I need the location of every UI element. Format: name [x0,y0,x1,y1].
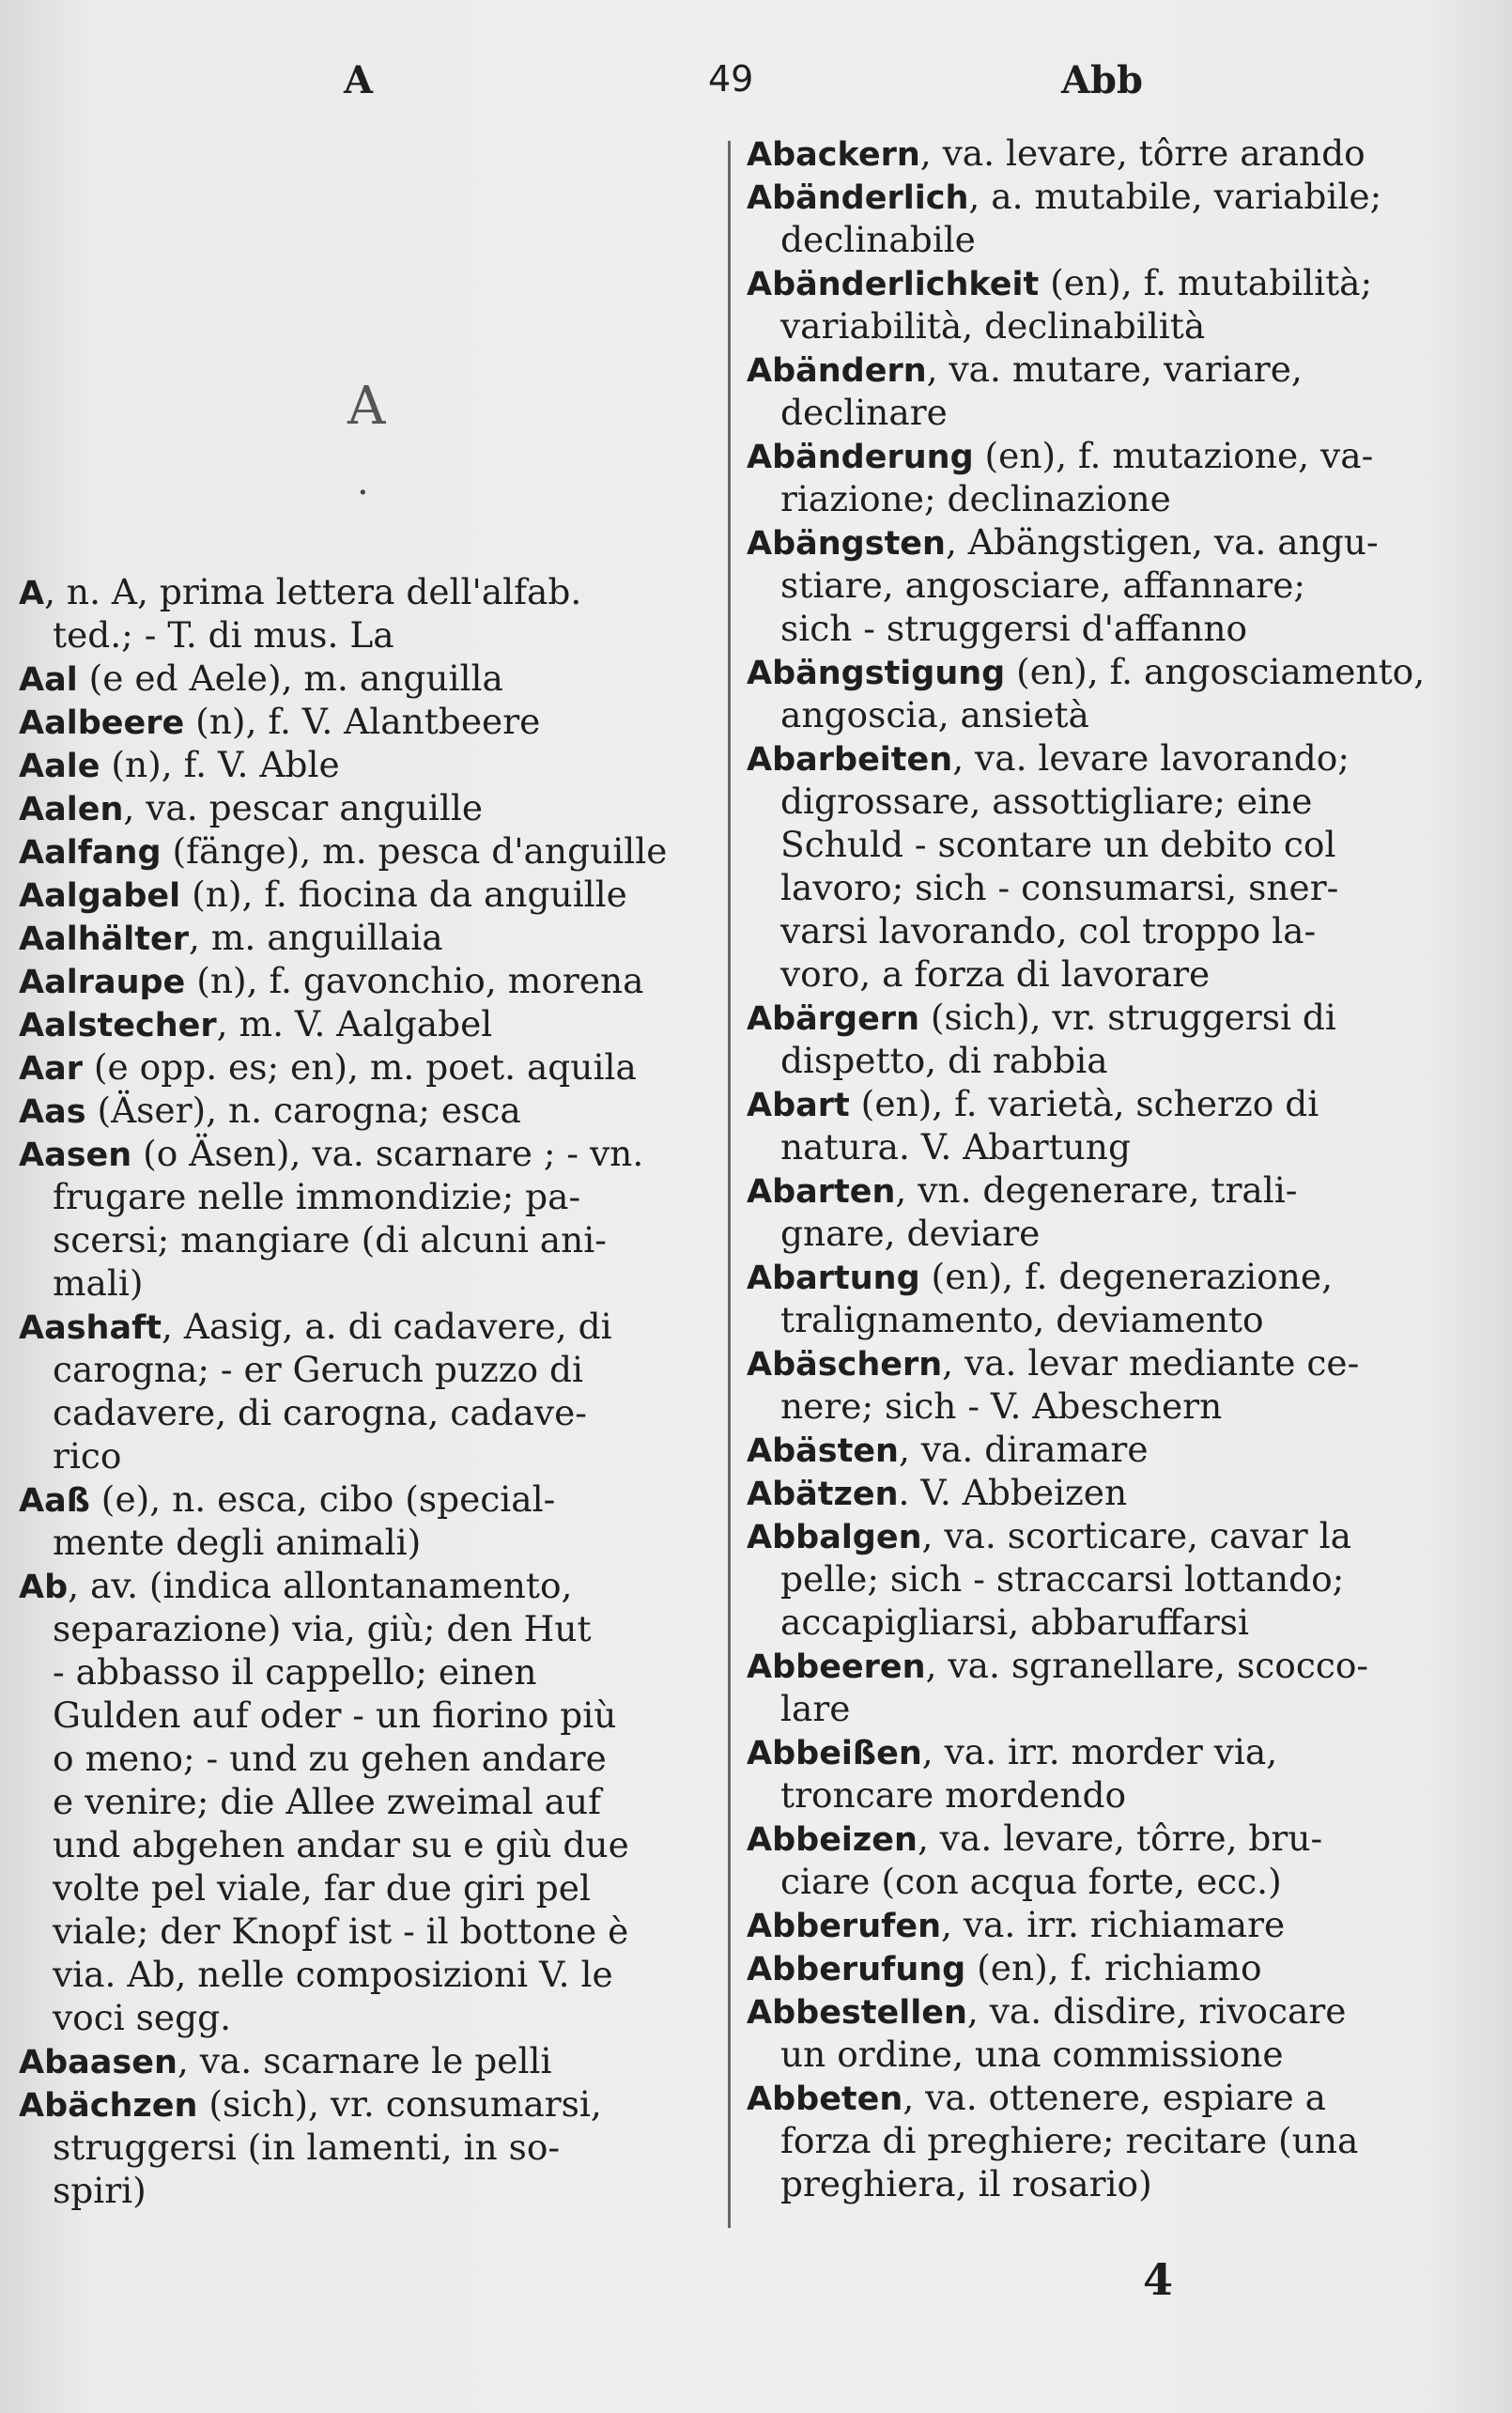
entry-text: separazione) via, giù; den Hut [53,1608,592,1649]
dictionary-entry [747,348,1432,434]
dictionary-entry [747,1341,1432,1428]
entry-text: , m. V. Aalgabel [216,1003,493,1044]
entry-text: voci segg. [53,1997,232,2038]
entry-continuation-line [747,564,1432,607]
entry-first-line [19,657,687,700]
entry-text: gnare, deviare [780,1213,1041,1254]
entry-continuation-line [747,866,1432,909]
dictionary-entry [747,1903,1432,1946]
entry-text: (en), f. varietà, scherzo di [849,1083,1319,1124]
entry-text: , Aasig, a. di cadavere, di [162,1306,612,1347]
entry-text: (en), f. mutabilità; [1039,262,1373,303]
entry-text: (e), n. esca, cibo (special- [89,1478,556,1520]
entry-continuation-line [19,1694,687,1737]
headword: Aalen [19,791,124,828]
entry-first-line [19,959,687,1002]
headword: Aaß [19,1482,90,1520]
entry-continuation-line [19,2169,687,2212]
entry-continuation-line [747,1601,1432,1644]
entry-text: mali) [53,1262,144,1304]
entry-first-line [747,650,1432,693]
entry-text: sich - struggersi d'affanno [780,608,1248,649]
entry-continuation-line [19,1434,687,1477]
entry-text: scersi; mangiare (di alcuni ani- [53,1219,607,1261]
entry-text: volte pel viale, far due giri pel [53,1867,591,1909]
entry-text: (en), f. richiamo [965,1947,1262,1988]
entry-text: variabilità, declinabilità [780,305,1206,347]
entry-first-line [747,1730,1432,1773]
entry-first-line [19,1089,687,1132]
entry-text: , va. levare lavorando; [952,737,1350,779]
headword: Abänderlich [747,179,969,217]
dictionary-entry [747,1989,1432,2076]
entry-first-line [19,1305,687,1348]
entry-first-line [747,1946,1432,1989]
dictionary-entry [747,996,1432,1082]
entry-continuation-line [19,1737,687,1780]
dictionary-entry [747,1168,1432,1255]
entry-text: accapigliarsi, abbaruffarsi [780,1601,1250,1643]
entry-first-line [747,1903,1432,1946]
entry-continuation-line [19,1391,687,1434]
entry-continuation-line [19,1650,687,1694]
entry-continuation-line [19,1261,687,1305]
dictionary-entry [19,2039,687,2082]
entry-text: o meno; - und zu gehen andare [53,1738,607,1779]
dictionary-entry [19,959,687,1002]
headword: Aashaft [19,1309,162,1347]
dictionary-entry [19,786,687,829]
dictionary-entry [19,657,687,700]
headword: Aasen [19,1137,132,1174]
entry-text: Schuld - scontare un debito col [780,824,1336,865]
entry-text: , va. diramare [898,1429,1149,1470]
dictionary-entry [19,829,687,873]
entry-text: varsi lavorando, col troppo la- [780,910,1317,951]
entry-text: stiare, angosciare, affannare; [780,565,1306,606]
entry-text: (sich), vr. consumarsi, [197,2083,602,2125]
headword: Aal [19,661,78,699]
dictionary-entry [747,1730,1432,1817]
entry-text: , va. levare, tôrre arando [919,132,1365,174]
entry-text: (o Äsen), va. scarnare ; - vn. [131,1133,644,1174]
entry-continuation-line [747,1384,1432,1428]
entry-continuation-line [747,2162,1432,2205]
dictionary-entry [19,916,687,959]
dictionary-entry [747,1471,1432,1514]
entry-first-line [747,131,1432,175]
entry-continuation-line [19,1910,687,1953]
entry-continuation-line [19,1607,687,1650]
entry-first-line [747,1255,1432,1298]
signature-mark: 4 [1143,2254,1174,2305]
headword: Abängstigung [747,655,1006,692]
entry-continuation-line [747,780,1432,823]
entry-text: , va. mutare, variare, [926,348,1303,390]
dictionary-entry [19,873,687,916]
dictionary-entry [19,2082,687,2212]
entry-continuation-line [747,477,1432,520]
entry-continuation-line [19,1175,687,1218]
headword: Aar [19,1050,83,1088]
dictionary-entry [747,1514,1432,1644]
entry-first-line [19,743,687,786]
column-divider [728,141,731,2228]
entry-first-line [747,434,1432,477]
entry-first-line [747,2076,1432,2119]
entry-first-line [747,996,1432,1039]
headword: Abbeeren [747,1648,926,1686]
entry-text: , va. levare, tôrre, bru- [917,1817,1323,1859]
headword: Abänderung [747,439,974,476]
entry-text: (n), f. V. Able [100,744,340,785]
entry-text: , Abängstigen, va. angu- [945,521,1379,563]
headword: Abbestellen [747,1994,967,2032]
dictionary-entry [747,736,1432,996]
entry-text: cadavere, di carogna, cadave- [53,1392,587,1433]
entry-text: (en), f. degenerazione, [919,1256,1334,1297]
entry-text: declinare [780,392,948,433]
entry-first-line [19,1477,687,1521]
entry-continuation-line [747,823,1432,866]
entry-first-line [747,1082,1432,1125]
left-column [19,570,687,2212]
page-number: 49 [708,58,754,100]
entry-continuation-line [747,607,1432,650]
entry-text: e venire; die Allee zweimal auf [53,1781,602,1822]
headword: Aalstecher [19,1007,217,1044]
entry-text: pelle; sich - straccarsi lottando; [780,1558,1345,1600]
entry-text: rico [53,1435,122,1477]
dictionary-entry [747,131,1432,175]
entry-continuation-line [19,613,687,657]
entry-first-line [747,736,1432,780]
headword: Aalgabel [19,877,181,915]
entry-text: (e opp. es; en), m. poet. aquila [82,1046,637,1088]
entry-text: , vn. degenerare, trali- [895,1169,1298,1211]
entry-text: nere; sich - V. Abeschern [780,1385,1223,1427]
entry-continuation-line [747,1125,1432,1168]
entry-text: natura. V. Abartung [780,1126,1131,1168]
entry-first-line [747,1341,1432,1384]
entry-text: un ordine, una commissione [780,2034,1284,2075]
headword: Aas [19,1093,86,1131]
dictionary-entry [747,1946,1432,1989]
dictionary-entry [747,1428,1432,1471]
entry-first-line [747,1817,1432,1860]
headword: Ab [19,1569,69,1606]
entry-continuation-line [747,391,1432,434]
dictionary-entry [19,743,687,786]
entry-continuation-line [747,2119,1432,2162]
headword: Abberufung [747,1951,966,1988]
headword: Abäschern [747,1346,943,1384]
entry-continuation-line [747,1773,1432,1817]
dictionary-entry [747,175,1432,261]
headword: Abberufen [747,1908,941,1945]
entry-text: , va. irr. richiamare [941,1904,1286,1945]
entry-text: voro, a forza di lavorare [780,953,1211,995]
entry-continuation-line [747,1687,1432,1730]
entry-text: (n), f. gavonchio, morena [185,960,644,1001]
entry-text: ted.; - T. di mus. La [53,614,394,656]
entry-text: (e ed Aele), m. anguilla [77,657,503,699]
dictionary-entry [19,1089,687,1132]
headword: Abächzen [19,2087,198,2125]
entry-continuation-line [747,1039,1432,1082]
dictionary-entry [747,261,1432,348]
entry-text: riazione; declinazione [780,478,1171,519]
entry-text: (n), f. V. Alantbeere [184,701,541,742]
dictionary-entry [747,1082,1432,1168]
entry-continuation-line [747,218,1432,261]
entry-text: mente degli animali) [53,1522,422,1563]
entry-first-line [747,1514,1432,1557]
entry-text: troncare mordendo [780,1774,1127,1816]
dictionary-entry [747,434,1432,520]
entry-text: (n), f. fiocina da anguille [180,874,627,915]
entry-text: struggersi (in lamenti, in so- [53,2127,561,2168]
entry-continuation-line [19,1521,687,1564]
entry-first-line [19,2039,687,2082]
entry-continuation-line [19,1996,687,2039]
headword: Abarten [747,1173,896,1211]
headword: Abackern [747,136,920,174]
entry-first-line [19,1132,687,1175]
headword: Abbeizen [747,1821,918,1859]
entry-text: - abbasso il cappello; einen [53,1651,537,1693]
dictionary-entry [19,1564,687,2039]
entry-continuation-line [747,304,1432,348]
entry-text: (sich), vr. struggersi di [919,997,1336,1038]
entry-text: , va. ottenere, espiare a [903,2077,1326,2118]
entry-text: via. Ab, nelle composizioni V. le [53,1954,613,1995]
entry-first-line [19,1045,687,1089]
entry-continuation-line [19,1823,687,1866]
headword: Aalraupe [19,964,186,1001]
entry-text: dispetto, di rabbia [780,1040,1108,1081]
entry-continuation-line [19,1866,687,1910]
entry-continuation-line [19,1218,687,1261]
dictionary-entry [19,1305,687,1477]
dictionary-entry [747,520,1432,650]
entry-first-line [19,1002,687,1045]
headword: Abbeten [747,2080,903,2118]
entry-continuation-line [19,1348,687,1391]
entry-continuation-line [747,2033,1432,2076]
right-guide-word: Abb [1061,58,1143,102]
entry-text: declinabile [780,219,976,260]
entry-text: (Äser), n. carogna; esca [85,1090,521,1131]
entry-first-line [19,873,687,916]
entry-text: carogna; - er Geruch puzzo di [53,1349,584,1390]
dictionary-entry [19,1002,687,1045]
entry-continuation-line [747,1860,1432,1903]
entry-first-line [747,1644,1432,1687]
entry-first-line [747,1989,1432,2033]
entry-continuation-line [747,952,1432,996]
headword: Aalhälter [19,920,189,958]
entry-first-line [19,570,687,613]
entry-text: ciare (con acqua forte, ecc.) [780,1861,1282,1902]
entry-text: , va. scorticare, cavar la [921,1515,1351,1556]
section-letter: A [347,376,386,437]
entry-first-line [747,1428,1432,1471]
entry-continuation-line [747,1298,1432,1341]
dictionary-entry [19,1045,687,1089]
entry-text: , n. A, prima lettera dell'alfab. [44,571,582,612]
dictionary-entry [747,1255,1432,1341]
dictionary-entry [19,570,687,657]
entry-text: , m. anguillaia [188,917,443,958]
entry-first-line [19,2082,687,2126]
headword: Aalfang [19,834,162,872]
left-guide-word: A [344,58,374,102]
entry-text: , va. levar mediante ce- [942,1342,1360,1384]
entry-text: , a. mutabile, variabile; [968,176,1382,217]
entry-text: , av. (indica allontanamento, [68,1565,573,1606]
entry-continuation-line [747,909,1432,952]
headword: Abbeißen [747,1735,922,1772]
entry-text: (en), f. angosciamento, [1005,651,1426,692]
headword: Abängsten [747,525,946,563]
dictionary-entry [19,700,687,743]
entry-text: lare [780,1688,851,1729]
entry-text: tralignamento, deviamento [780,1299,1264,1340]
entry-continuation-line [19,1780,687,1823]
headword: Abästen [747,1432,899,1470]
headword: Abänderlichkeit [747,266,1040,303]
dictionary-entry [747,2076,1432,2205]
dictionary-entry [747,1817,1432,1903]
dictionary-entry [19,1477,687,1564]
headword: Abarbeiten [747,741,953,779]
entry-first-line [19,700,687,743]
headword: Abart [747,1087,850,1124]
headword: Aalbeere [19,704,185,742]
entry-first-line [19,786,687,829]
entry-first-line [747,348,1432,391]
entry-first-line [19,1564,687,1607]
entry-first-line [747,261,1432,304]
entry-text: , va. disdire, rivocare [966,1990,1347,2032]
entry-text: (fänge), m. pesca d'anguille [161,830,668,872]
headword: Aale [19,748,100,785]
entry-text: Gulden auf oder - un fiorino più [53,1694,617,1736]
entry-text: angoscia, ansietà [780,694,1089,735]
entry-text: frugare nelle immondizie; pa- [53,1176,581,1217]
headword: Abändern [747,352,927,390]
entry-first-line [747,1471,1432,1514]
entry-first-line [747,1168,1432,1212]
entry-continuation-line [19,2126,687,2169]
entry-text: preghiera, il rosario) [780,2163,1152,2204]
entry-first-line [747,520,1432,564]
entry-text: , va. sgranellare, scocco- [925,1645,1369,1686]
entry-first-line [19,916,687,959]
headword: A [19,575,45,612]
headword: Abaasen [19,2044,177,2081]
dictionary-entry [19,1132,687,1305]
entry-text: , va. pescar anguille [123,787,484,828]
entry-text: . V. Abbeizen [898,1472,1128,1513]
entry-continuation-line [747,693,1432,736]
entry-text: spiri) [53,2170,147,2211]
entry-text: (en), f. mutazione, va- [973,435,1374,476]
headword: Abätzen [747,1476,899,1513]
headword: Abartung [747,1260,920,1297]
dictionary-entry [747,650,1432,736]
headword: Abbalgen [747,1519,922,1556]
entry-text: und abgehen andar su e giù due [53,1824,629,1865]
dictionary-entry [747,1644,1432,1730]
section-dot: . [357,460,369,503]
entry-text: , va. scarnare le pelli [177,2040,552,2081]
headword: Abärgern [747,1000,919,1038]
entry-first-line [19,829,687,873]
entry-continuation-line [747,1212,1432,1255]
entry-text: lavoro; sich - consumarsi, sner- [780,867,1339,908]
entry-continuation-line [747,1557,1432,1601]
entry-continuation-line [19,1953,687,1996]
entry-text: digrossare, assottigliare; eine [780,781,1313,822]
right-column [747,131,1432,2205]
entry-text: , va. irr. morder via, [921,1731,1278,1772]
entry-text: viale; der Knopf ist - il bottone è [53,1910,629,1952]
entry-text: forza di preghiere; recitare (una [780,2120,1359,2161]
entry-first-line [747,175,1432,218]
